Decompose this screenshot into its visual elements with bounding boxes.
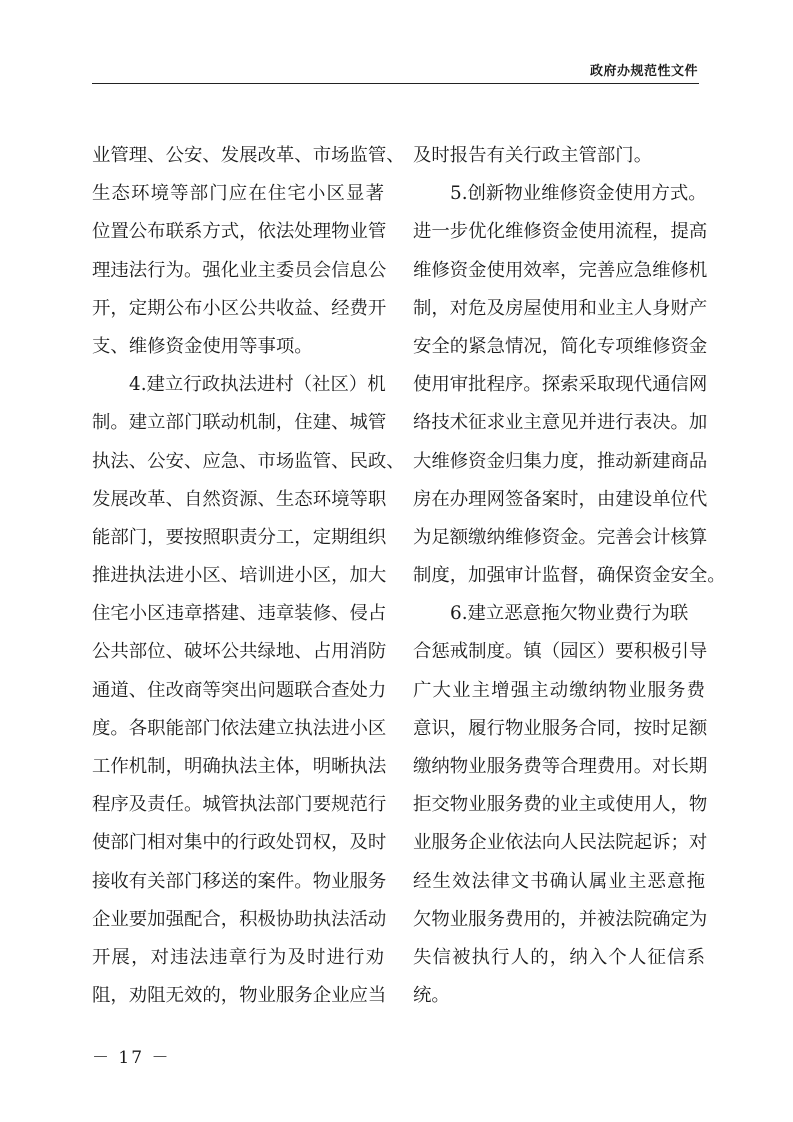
right-column-line: 进一步优化维修资金使用流程，提高 (413, 221, 708, 243)
left-column-line: 公共部位、破坏公共绿地、占用消防 (92, 641, 387, 663)
left-column-line: 理违法行为。强化业主委员会信息公 (92, 259, 387, 281)
right-column-line: 欠物业服务费用的，并被法院确定为 (413, 908, 708, 930)
right-column-line: 统。 (413, 985, 450, 1007)
right-column-line: 合惩戒制度。镇（园区）要积极引导 (413, 641, 708, 663)
right-column-line: 及时报告有关行政主管部门。 (413, 145, 653, 166)
left-column-line: 接收有关部门移送的案件。物业服务 (92, 870, 387, 892)
right-column-line: 为足额缴纳维修资金。完善会计核算 (413, 526, 708, 548)
left-column-line: 生态环境等部门应在住宅小区显著 (92, 183, 384, 205)
left-column-line: 使部门相对集中的行政处罚权，及时 (92, 832, 387, 854)
left-column-line: 业管理、公安、发展改革、市场监管、 (92, 145, 405, 166)
right-column-line: 制，对危及房屋使用和业主人身财产 (413, 297, 708, 319)
left-column-line: 住宅小区违章搭建、违章装修、侵占 (92, 603, 387, 625)
running-header-title: 政府办规范性文件 (589, 64, 698, 79)
left-column-line: 支、维修资金使用等事项。 (92, 335, 313, 357)
right-column-line: 大维修资金归集力度，推动新建商品 (413, 450, 708, 472)
right-column-line: 维修资金使用效率，完善应急维修机 (413, 259, 708, 281)
header-rule (92, 83, 699, 84)
left-column-line: 发展改革、自然资源、生态环境等职 (92, 488, 387, 510)
left-column-line: 阻，劝阻无效的，物业服务企业应当 (92, 985, 387, 1007)
right-column (413, 137, 726, 1015)
right-column-line: 6.建立恶意拖欠物业费行为联 (450, 603, 689, 625)
right-column-line: 业服务企业依法向人民法院起诉；对 (413, 832, 708, 854)
left-column-line: 程序及责任。城管执法部门要规范行 (92, 794, 387, 816)
right-column-line: 5.创新物业维修资金使用方式。 (450, 183, 707, 205)
right-column-line: 经生效法律文书确认属业主恶意拖 (413, 870, 705, 892)
left-column-line: 推进执法进小区、培训进小区，加大 (92, 565, 387, 587)
left-column-line: 制。建立部门联动机制，住建、城管 (92, 412, 387, 434)
left-column-line: 执法、公安、应急、市场监管、民政、 (92, 450, 405, 472)
right-column-line: 广大业主增强主动缴纳物业服务费 (413, 679, 705, 701)
left-column-line: 工作机制，明确执法主体，明晰执法 (92, 756, 387, 777)
right-column-line: 络技术征求业主意见并进行表决。加 (413, 412, 708, 434)
left-column-line: 能部门，要按照职责分工，定期组织 (92, 526, 387, 548)
right-column-line: 使用审批程序。探索采取现代通信网 (413, 374, 708, 396)
left-column-line: 度。各职能部门依法建立执法进小区 (92, 717, 387, 739)
left-column-line: 开，定期公布小区公共收益、经费开 (92, 297, 387, 319)
left-column-line: 开展，对违法违章行为及时进行劝 (92, 946, 384, 968)
right-column-line: 拒交物业服务费的业主或使用人，物 (413, 794, 708, 816)
right-column-line: 房在办理网签备案时，由建设单位代 (413, 488, 708, 510)
left-column-line: 位置公布联系方式，依法处理物业管 (92, 221, 387, 243)
right-column-line: 制度，加强审计监督，确保资金安全。 (413, 565, 726, 587)
left-column-line: 企业要加强配合，积极协助执法活动 (92, 908, 387, 930)
page-number: － 17 － (92, 1048, 171, 1068)
left-column-line: 4.建立行政执法进村（社区）机 (129, 374, 386, 396)
right-column-line: 失信被执行人的，纳入个人征信系 (413, 946, 705, 968)
right-column-line: 意识，履行物业服务合同，按时足额 (413, 717, 708, 739)
left-column-line: 通道、住改商等突出问题联合查处力 (92, 679, 387, 701)
left-column (92, 137, 405, 1015)
right-column-line: 缴纳物业服务费等合理费用。对长期 (413, 756, 708, 777)
right-column-line: 安全的紧急情况，简化专项维修资金 (413, 335, 708, 357)
